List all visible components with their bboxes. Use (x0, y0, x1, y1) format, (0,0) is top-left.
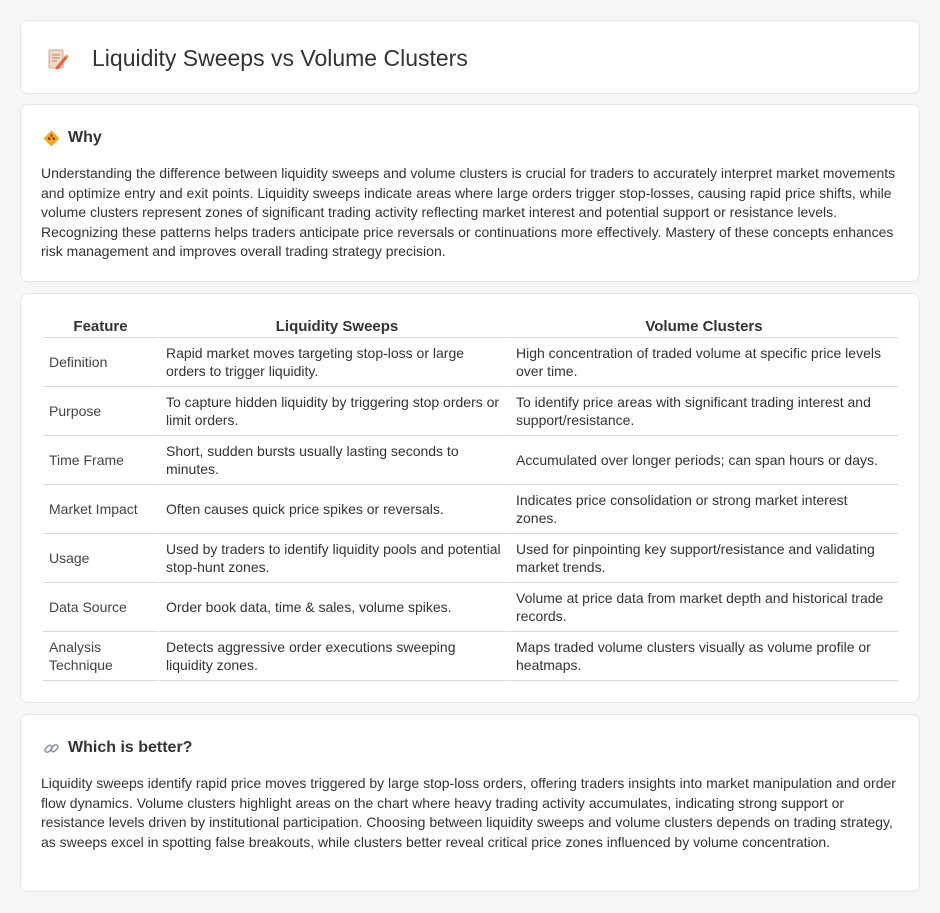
feature-cell: Data Source (43, 583, 160, 632)
liquidity-sweeps-cell: Short, sudden bursts usually lasting seconds to minutes. (160, 436, 510, 485)
column-header: Volume Clusters (510, 315, 898, 338)
feature-cell: Time Frame (43, 436, 160, 485)
comparison-card (20, 293, 920, 703)
table-row (43, 485, 898, 534)
why-heading: Why (68, 129, 102, 146)
table-row (43, 534, 898, 583)
feature-cell: Analysis Technique (43, 632, 160, 681)
feature-cell: Market Impact (43, 485, 160, 534)
table-row (43, 632, 898, 681)
diamond-warning-icon (43, 130, 60, 147)
liquidity-sweeps-cell: To capture hidden liquidity by triggering stop orders or limit orders. (160, 387, 510, 436)
volume-clusters-cell: Accumulated over longer periods; can span hours or days. (510, 436, 898, 485)
column-header: Liquidity Sweeps (160, 315, 510, 338)
volume-clusters-cell: Used for pinpointing key support/resistance and validating market trends. (510, 534, 898, 583)
volume-clusters-cell: High concentration of traded volume at specific price levels over time. (510, 338, 898, 387)
document-pencil-icon (47, 47, 69, 71)
volume-clusters-cell: Maps traded volume clusters visually as volume profile or heatmaps. (510, 632, 898, 681)
column-header: Feature (43, 315, 160, 338)
comparison-table (43, 315, 898, 681)
feature-cell: Definition (43, 338, 160, 387)
better-text: Liquidity sweeps identify rapid price moves triggered by large stop-loss orders, offering traders insights into market manipulation and order flow dynamics. Volume clusters highlight areas on the chart where heavy trading activity accumulates, indicating strong support or resistance levels driven by institutional participation. Choosing between liquidity sweeps and volume clusters depends on trading strategy, as sweeps excel in spotting false breakouts, while clusters better reveal critical price zones influenced by volume concentration. (41, 775, 896, 850)
table-row (43, 387, 898, 436)
table-header-row (43, 315, 898, 338)
page-title: Liquidity Sweeps vs Volume Clusters (92, 45, 468, 71)
feature-cell: Usage (43, 534, 160, 583)
volume-clusters-cell: Volume at price data from market depth and historical trade records. (510, 583, 898, 632)
liquidity-sweeps-cell: Order book data, time & sales, volume spikes. (160, 583, 510, 632)
liquidity-sweeps-cell: Often causes quick price spikes or reversals. (160, 485, 510, 534)
which-is-better-section (20, 714, 920, 892)
table-row (43, 583, 898, 632)
title-card (20, 20, 920, 94)
liquidity-sweeps-cell: Detects aggressive order executions sweeping liquidity zones. (160, 632, 510, 681)
liquidity-sweeps-cell: Rapid market moves targeting stop-loss or large orders to trigger liquidity. (160, 338, 510, 387)
link-icon (43, 740, 60, 757)
better-heading: Which is better? (68, 739, 193, 756)
table-row (43, 436, 898, 485)
why-section (20, 104, 920, 282)
table-row (43, 338, 898, 387)
why-text: Understanding the difference between liquidity sweeps and volume clusters is crucial for traders to accurately interpret market movements and optimize entry and exit points. Liquidity sweeps indicate areas where large orders trigger stop-losses, causing rapid price shifts, while volume clusters represent zones of significant trading activity reflecting market interest and potential support or resistance levels. Recognizing these patterns helps traders anticipate price reversals or continuations more effectively. Mastery of these concepts enhances risk management and improves overall trading strategy precision. (41, 165, 896, 259)
volume-clusters-cell: To identify price areas with significant trading interest and support/resistance. (510, 387, 898, 436)
liquidity-sweeps-cell: Used by traders to identify liquidity pools and potential stop-hunt zones. (160, 534, 510, 583)
volume-clusters-cell: Indicates price consolidation or strong market interest zones. (510, 485, 898, 534)
feature-cell: Purpose (43, 387, 160, 436)
